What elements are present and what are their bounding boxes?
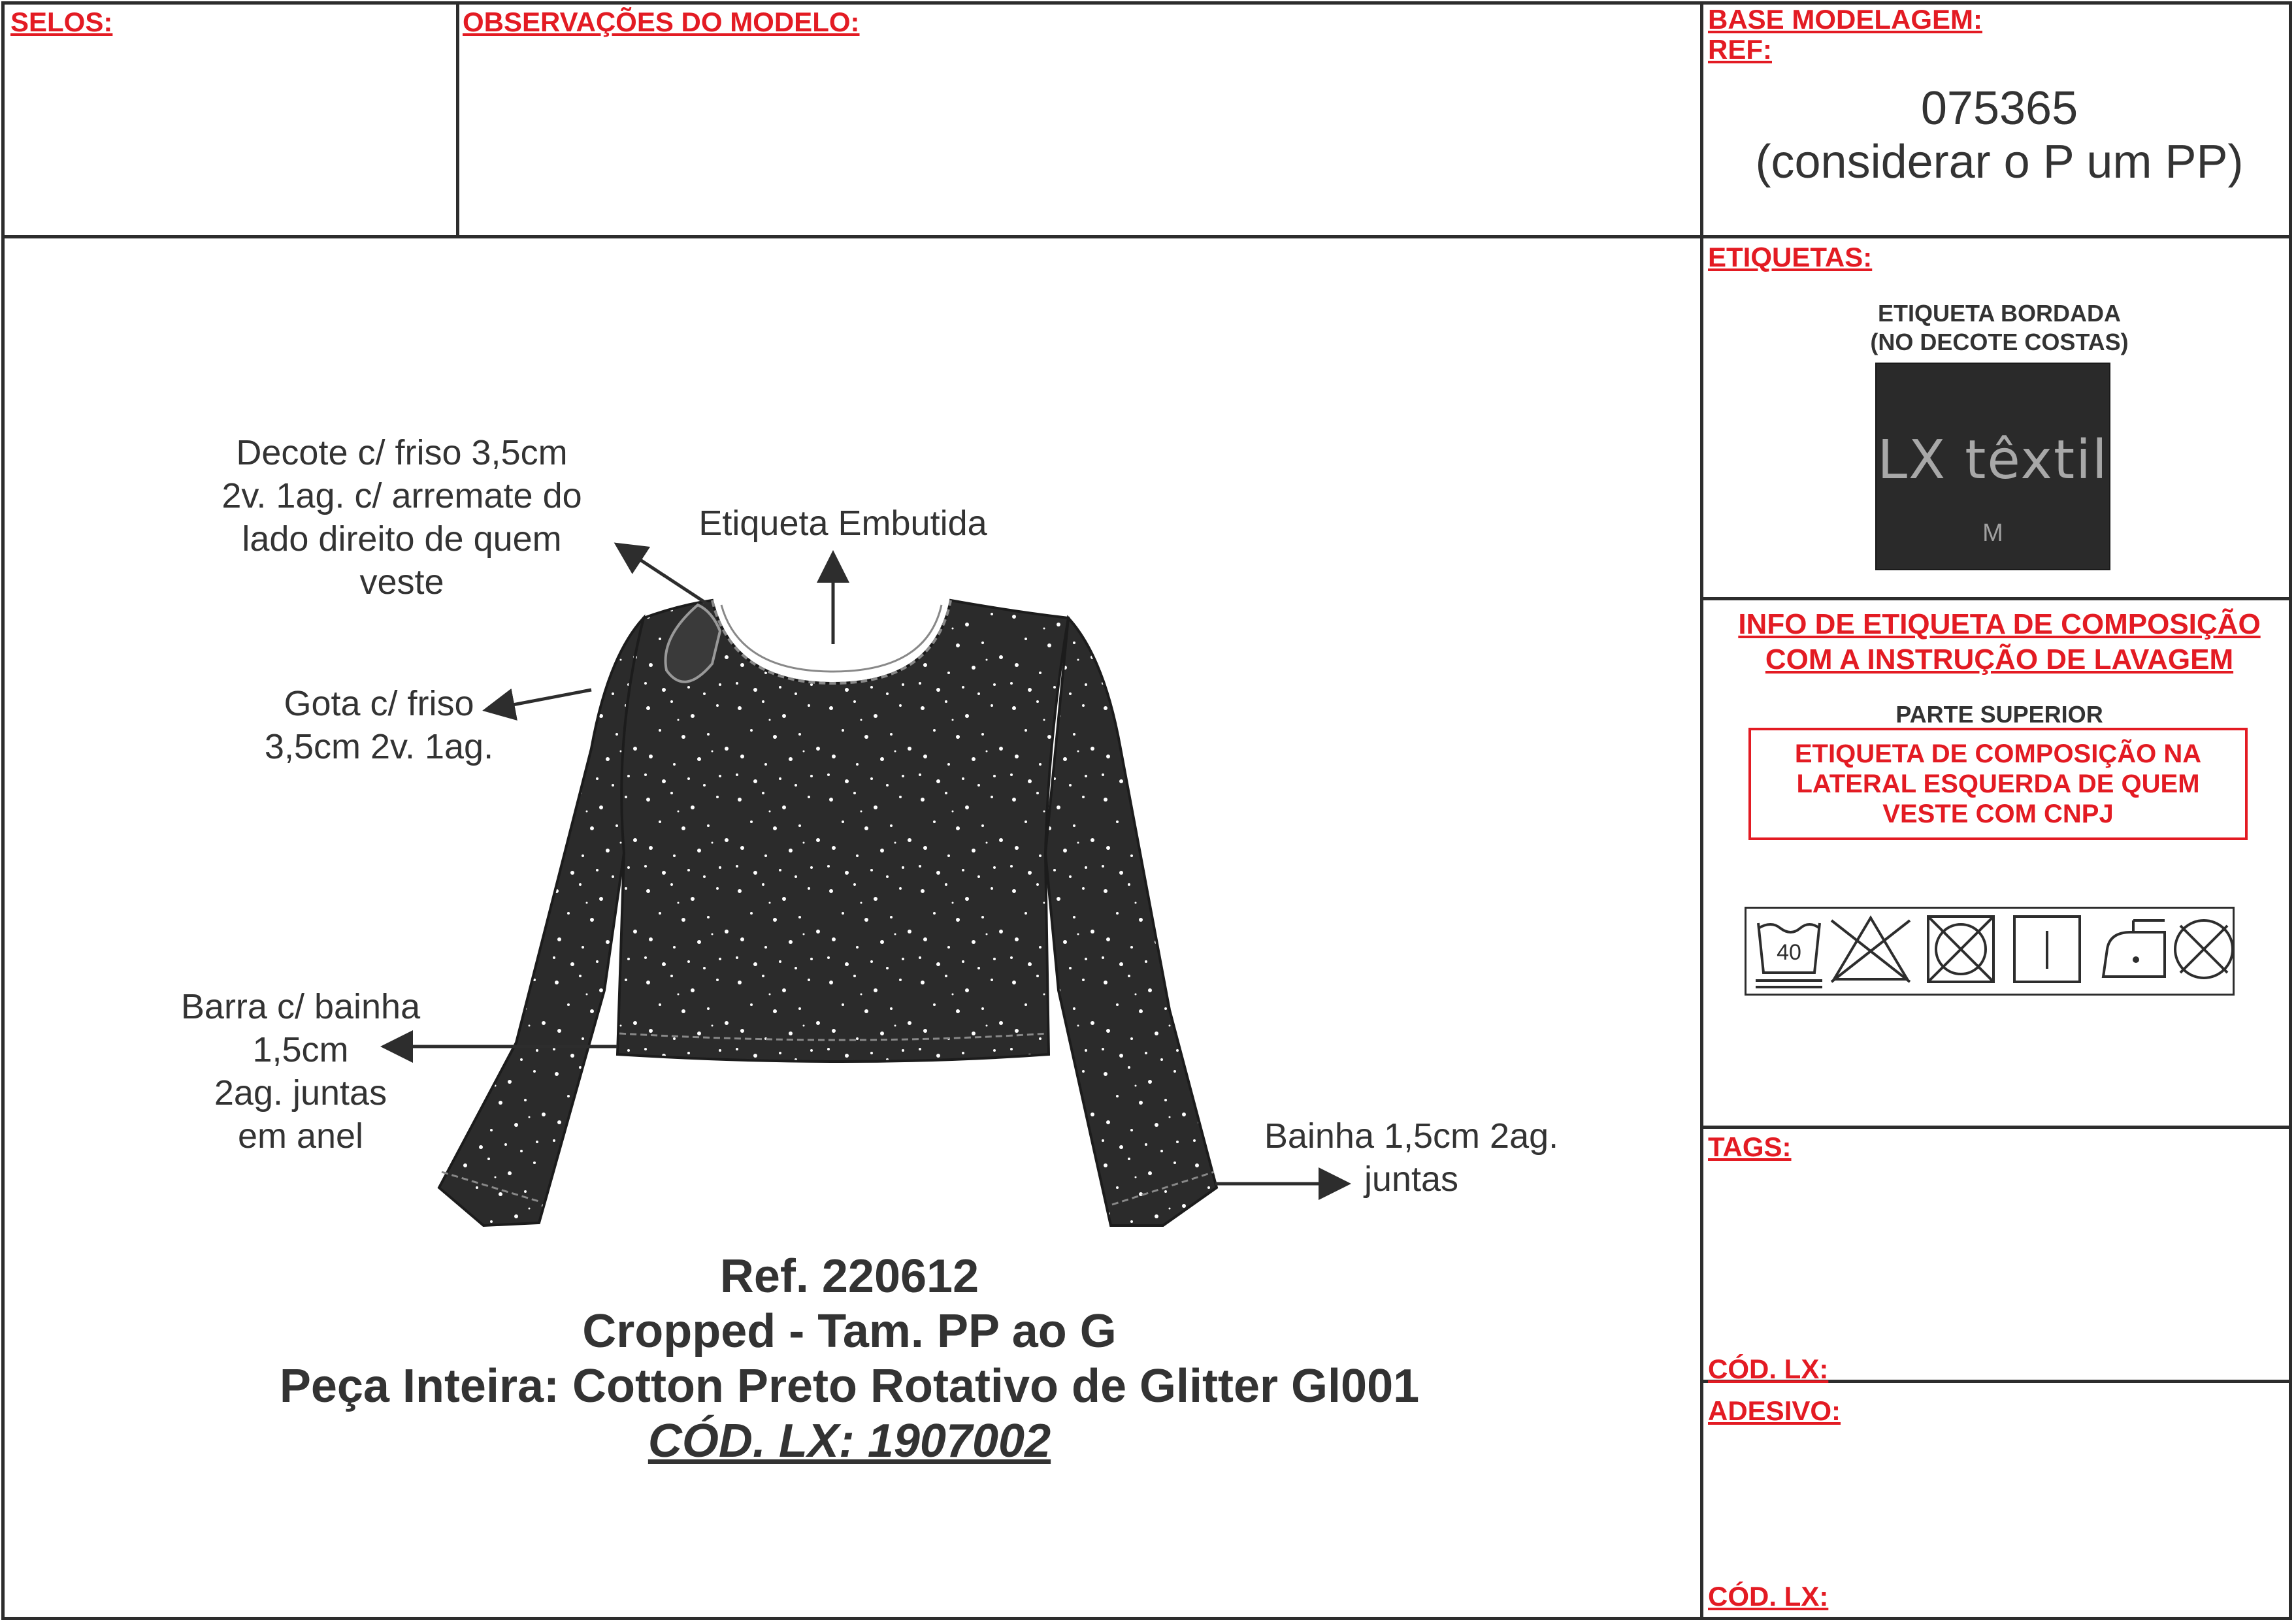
arrow-decote xyxy=(619,546,709,605)
barra-note-3: 2ag. juntas xyxy=(214,1073,387,1112)
no-tumble-dry-icon xyxy=(1928,917,1993,982)
header-bottom-divider xyxy=(1,235,2292,238)
base-ref-number: 075365 xyxy=(1920,82,2078,135)
etiqueta-embutida-note: Etiqueta Embutida xyxy=(698,504,987,543)
caption-ref: Ref. 220612 xyxy=(719,1250,979,1303)
bainha-note-2: juntas xyxy=(1364,1160,1459,1199)
info-composicao-line1: INFO DE ETIQUETA DE COMPOSIÇÃO xyxy=(1738,608,2261,640)
decote-note-2: 2v. 1ag. c/ arremate do xyxy=(221,476,582,515)
bainha-note-1: Bainha 1,5cm 2ag. xyxy=(1264,1116,1559,1156)
caption-cod: CÓD. LX: 1907002 xyxy=(648,1415,1051,1467)
tags-header: TAGS: xyxy=(1708,1131,1792,1162)
right-sleeve xyxy=(1045,618,1217,1226)
wash-temp: 40 xyxy=(1777,940,1801,965)
base-modelagem-header: BASE MODELAGEM: xyxy=(1708,4,1982,35)
label-size-text: M xyxy=(1982,519,2003,547)
etiquetas-header: ETIQUETAS: xyxy=(1708,242,1873,272)
no-dry-clean-icon xyxy=(2175,920,2233,978)
no-bleach-icon xyxy=(1831,918,1910,982)
decote-note-4: veste xyxy=(359,562,444,602)
label-brand-text: LX têxtil xyxy=(1877,429,2108,491)
barra-note-2: 1,5cm xyxy=(252,1030,349,1069)
composicao-line1: ETIQUETA DE COMPOSIÇÃO NA xyxy=(1794,739,2202,768)
etiqueta-bordada-line1: ETIQUETA BORDADA xyxy=(1878,300,2121,327)
tags-cod-lx: CÓD. LX: xyxy=(1708,1354,1829,1384)
info-composicao-line2: COM A INSTRUÇÃO DE LAVAGEM xyxy=(1765,643,2234,675)
selos-divider xyxy=(456,1,459,236)
main-sidebar-divider xyxy=(1700,1,1703,1620)
care-symbols-box xyxy=(1745,907,2235,996)
barra-note-1: Barra c/ bainha xyxy=(180,987,421,1026)
decote-note-1: Decote c/ friso 3,5cm xyxy=(236,433,568,472)
iron-low-icon xyxy=(2103,920,2165,977)
gota-note-2: 3,5cm 2v. 1ag. xyxy=(264,727,494,766)
embroidered-label xyxy=(1875,363,2110,570)
barra-note-4: em anel xyxy=(237,1116,364,1156)
composicao-box xyxy=(1748,728,2248,840)
info-tags-divider xyxy=(1700,1126,2292,1129)
care-symbols xyxy=(1747,909,2233,994)
caption-fabric: Peça Inteira: Cotton Preto Rotativo de Glitter Gl001 xyxy=(279,1360,1420,1412)
base-ref-note: (considerar o P um PP) xyxy=(1755,136,2244,188)
caption-model: Cropped - Tam. PP ao G xyxy=(582,1305,1117,1357)
etiquetas-info-divider xyxy=(1700,597,2292,600)
composicao-line3: VESTE COM CNPJ xyxy=(1882,800,2114,828)
adesivo-cod-lx: CÓD. LX: xyxy=(1708,1581,1829,1612)
line-dry-icon xyxy=(2014,917,2080,982)
composicao-line2: LATERAL ESQUERDA DE QUEM xyxy=(1796,770,2200,798)
wash-40-icon xyxy=(1756,923,1822,987)
parte-superior: PARTE SUPERIOR xyxy=(1895,701,2103,728)
ref-header: REF: xyxy=(1708,34,1772,65)
etiqueta-bordada-line2: (NO DECOTE COSTAS) xyxy=(1870,329,2129,355)
selos-header: SELOS: xyxy=(10,7,113,37)
gota-note-1: Gota c/ friso xyxy=(284,684,474,723)
decote-note-3: lado direito de quem xyxy=(242,519,562,559)
adesivo-header: ADESIVO: xyxy=(1708,1395,1841,1426)
observacoes-header: OBSERVAÇÕES DO MODELO: xyxy=(463,7,860,37)
